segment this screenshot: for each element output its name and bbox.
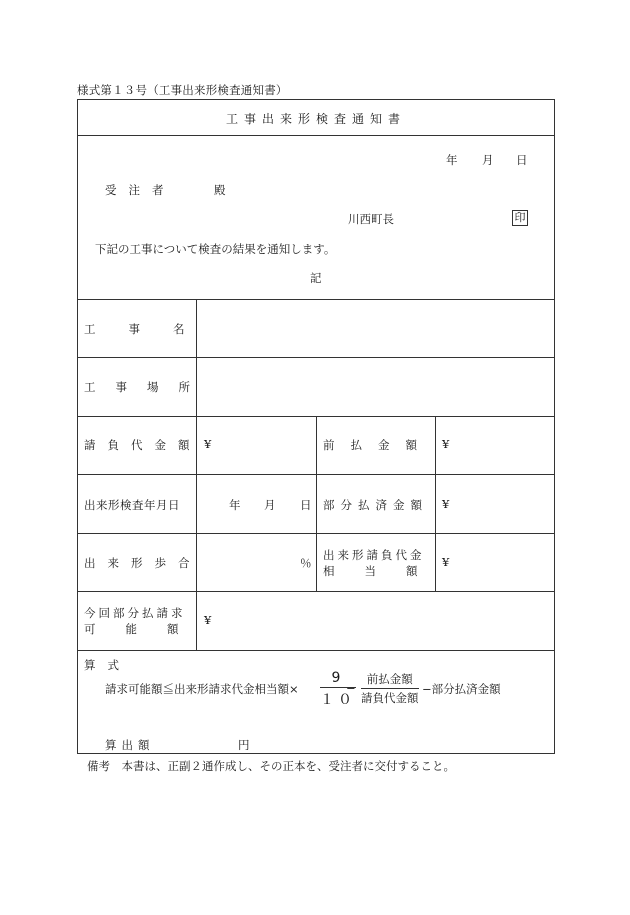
formula-minus: −: [346, 681, 356, 695]
calc-yen-unit: 円: [238, 738, 250, 752]
date-year: 年: [446, 153, 458, 167]
formula-label: 算式: [84, 658, 131, 672]
date-month: 月: [482, 153, 494, 167]
inspection-day: 日: [300, 498, 312, 512]
progress-percent: ％: [300, 556, 312, 570]
notice-form: [77, 99, 555, 754]
fraction-denominator: １０: [320, 692, 356, 708]
seal-mark: 印: [512, 210, 528, 226]
request-amount-label-2: 可能額: [84, 622, 209, 636]
partial-paid-label: 部分払済金額: [323, 498, 428, 512]
formula-left: 請求可能額≦出来形請求代金相当額×: [105, 682, 299, 696]
partial-paid-yen: ¥: [442, 497, 450, 511]
formula-tail: −部分払済金額: [422, 682, 501, 696]
request-yen: ¥: [204, 613, 212, 627]
form-number: 様式第１３号（工事出来形検査通知書）: [77, 83, 288, 97]
document-title: 工事出来形検査通知書: [225, 112, 406, 126]
intro-text: 下記の工事について検査の結果を通知します。: [95, 242, 336, 256]
work-name-text: 工事名: [84, 322, 218, 336]
contract-yen: ¥: [204, 437, 212, 451]
recipient-label: 受注者: [105, 183, 176, 197]
inspection-month: 月: [264, 498, 276, 512]
work-place-label: 工事場所: [84, 380, 210, 394]
progress-amount-label-2: 相当額: [323, 564, 448, 578]
progress-amount-label-1: 出来形請負代金: [323, 548, 425, 562]
work-name-label: [84, 321, 218, 337]
issuer-name: 川西町長: [348, 212, 394, 226]
calc-amount-label: 算出額: [105, 738, 155, 752]
remark-note: 備考 本書は、正副２通作成し、その正本を、受注者に交付すること。: [87, 759, 455, 773]
advance-yen: ¥: [442, 437, 450, 451]
request-amount-label-1: 今回部分払請求: [84, 606, 186, 620]
fraction-advance-ratio: [361, 671, 419, 706]
fraction2-denominator: 請負代金額: [361, 691, 419, 705]
fraction-numerator: 9: [331, 670, 345, 686]
advance-payment-label: 前払金額: [323, 438, 433, 452]
inspection-year: 年: [229, 498, 241, 512]
fraction2-bar: [361, 688, 419, 689]
date-day: 日: [516, 153, 528, 167]
fraction2-numerator: 前払金額: [366, 672, 413, 686]
progress-rate-label: 出来形歩合: [84, 556, 202, 570]
progress-amount-yen: ¥: [442, 555, 450, 569]
recipient-suffix: 殿: [214, 183, 226, 197]
contract-amount-label: 請負代金額: [84, 438, 202, 452]
inspection-date-label: 出来形検査年月日: [84, 498, 180, 512]
ki-heading: 記: [310, 271, 322, 285]
